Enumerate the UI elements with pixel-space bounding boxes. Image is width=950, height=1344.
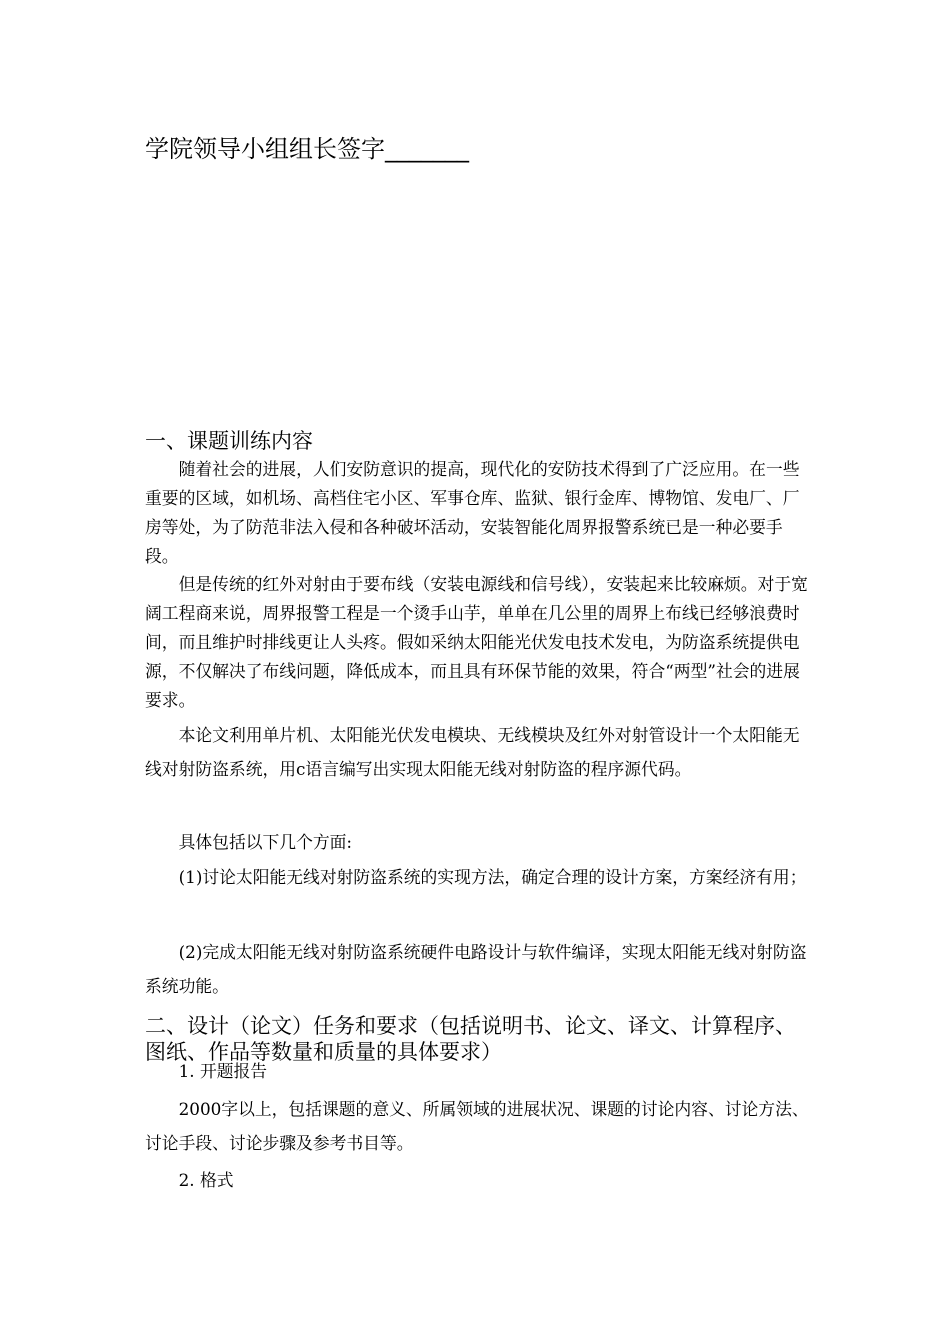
leader-signature-line: 学院领导小组组长签字_______ [145, 135, 469, 163]
paragraph-report-requirements: 2000字以上，包括课题的意义、所属领域的进展状况、课题的讨论内容、讨论方法、讨论手段、讨论步骤及参考书目等。 [145, 1099, 809, 1153]
paragraph-aspect-1: (1)讨论太阳能无线对射防盗系统的实现方法，确定合理的设计方案，方案经济有用； [178, 867, 807, 887]
paragraph-background: 随着社会的进展，人们安防意识的提高，现代化的安防技术得到了广泛应用。在一些重要的区域，如机场、高档住宅小区、军事仓库、监狱、银行金库、博物馆、发电厂、厂房等处，为了防范非法入侵和各种破坏活动，安装智能化周界报警系统已是一种必要手段。 [145, 459, 800, 566]
paragraph-aspect-2: (2)完成太阳能无线对射防盗系统硬件电路设计与软件编译，实现太阳能无线对射防盗系统功能。 [145, 942, 807, 996]
paragraph-problem: 但是传统的红外对射由于要布线（安装电源线和信号线），安装起来比较麻烦。对于宽阔工程商来说，周界报警工程是一个烫手山芋，单单在几公里的周界上布线已经够浪费时间，而且维护时排线更让人头疼。假如采纳太阳能光伏发电技术发电，为防盗系统提供电源，不仅解决了布线问题，降低成本，而且具有环保节能的效果，符合“两型”社会的进展要求。 [145, 574, 808, 710]
section-heading-training-content: 一、课题训练内容 [145, 429, 313, 453]
paragraph-format: 2. 格式 [178, 1170, 234, 1190]
paragraph-thesis-goal: 本论文利用单片机、太阳能光伏发电模块、无线模块及红外对射管设计一个太阳能无线对射防盗系统，用c语言编写出实现太阳能无线对射防盗的程序源代码。 [145, 725, 800, 779]
section-heading-tasks-requirements: 二、设计（论文）任务和要求（包括说明书、论文、译文、计算程序、图纸、作品等数量和质量的具体要求） [145, 1014, 796, 1064]
paragraph-aspects-intro: 具体包括以下几个方面: [178, 832, 353, 852]
paragraph-opening-report: 1. 开题报告 [178, 1061, 268, 1081]
